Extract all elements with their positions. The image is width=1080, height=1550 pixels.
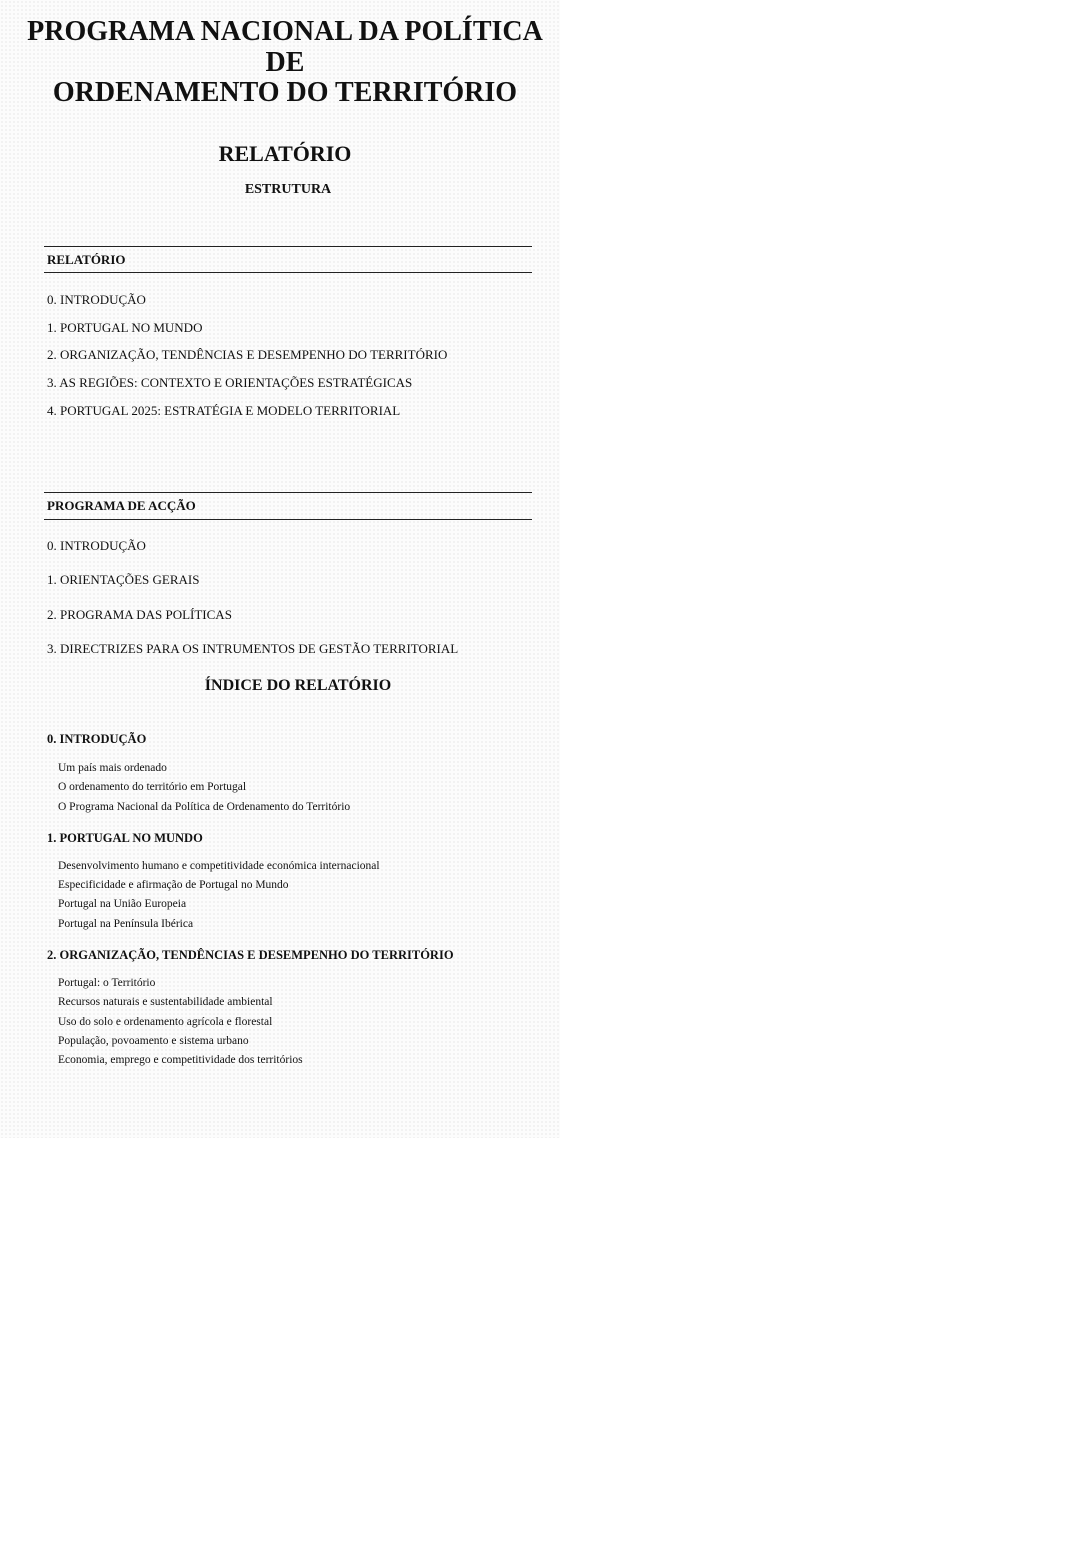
list-item: 2. ORGANIZAÇÃO, TENDÊNCIAS E DESEMPENHO DO TERRITÓRIO — [47, 347, 448, 362]
index-title: ÍNDICE DO RELATÓRIO — [204, 677, 392, 694]
document-subtitle: ESTRUTURA — [244, 182, 332, 197]
list-item: 1. PORTUGAL NO MUNDO — [47, 320, 203, 335]
index-item: Economia, emprego e competitividade dos territórios — [58, 1054, 303, 1066]
list-item: 4. PORTUGAL 2025: ESTRATÉGIA E MODELO TERRITORIAL — [47, 403, 401, 418]
list-item: 0. INTRODUÇÃO — [47, 538, 146, 553]
index-item: Portugal na União Europeia — [58, 898, 187, 910]
index-item: Recursos naturais e sustentabilidade ambiental — [58, 996, 273, 1008]
main-title-line-3: ORDENAMENTO DO TERRITÓRIO — [52, 77, 518, 108]
index-item: Desenvolvimento humano e competitividade económica internacional — [58, 860, 380, 872]
main-title-line-2: DE — [265, 47, 305, 78]
list-item: 2. PROGRAMA DAS POLÍTICAS — [47, 607, 232, 622]
section-heading-relatorio: RELATÓRIO — [47, 252, 126, 267]
index-item: População, povoamento e sistema urbano — [58, 1035, 249, 1047]
index-section-heading: 1. PORTUGAL NO MUNDO — [47, 831, 203, 845]
list-item: 0. INTRODUÇÃO — [47, 292, 146, 307]
index-item: Portugal: o Território — [58, 977, 156, 989]
index-item: O ordenamento do território em Portugal — [58, 781, 247, 793]
scanned-page — [0, 0, 560, 1138]
list-item: 3. AS REGIÕES: CONTEXTO E ORIENTAÇÕES ESTRATÉGICAS — [47, 375, 413, 390]
divider-rule — [44, 272, 532, 273]
index-section-heading: 2. ORGANIZAÇÃO, TENDÊNCIAS E DESEMPENHO DO TERRITÓRIO — [47, 948, 454, 962]
index-item: Portugal na Península Ibérica — [58, 918, 194, 930]
index-section-heading: 0. INTRODUÇÃO — [47, 732, 147, 746]
list-item: 3. DIRECTRIZES PARA OS INTRUMENTOS DE GESTÃO TERRITORIAL — [47, 641, 459, 656]
document-title: RELATÓRIO — [218, 141, 352, 166]
section-heading-programa: PROGRAMA DE ACÇÃO — [47, 498, 196, 513]
divider-rule — [44, 492, 532, 493]
index-item: Um país mais ordenado — [58, 762, 167, 774]
main-title-line-1: PROGRAMA NACIONAL DA POLÍTICA — [27, 16, 543, 47]
divider-rule — [44, 246, 532, 247]
index-item: Especificidade e afirmação de Portugal no Mundo — [58, 879, 289, 891]
index-item: O Programa Nacional da Política de Ordenamento do Território — [58, 801, 351, 813]
divider-rule — [44, 519, 532, 520]
list-item: 1. ORIENTAÇÕES GERAIS — [47, 572, 200, 587]
index-item: Uso do solo e ordenamento agrícola e florestal — [58, 1016, 273, 1028]
